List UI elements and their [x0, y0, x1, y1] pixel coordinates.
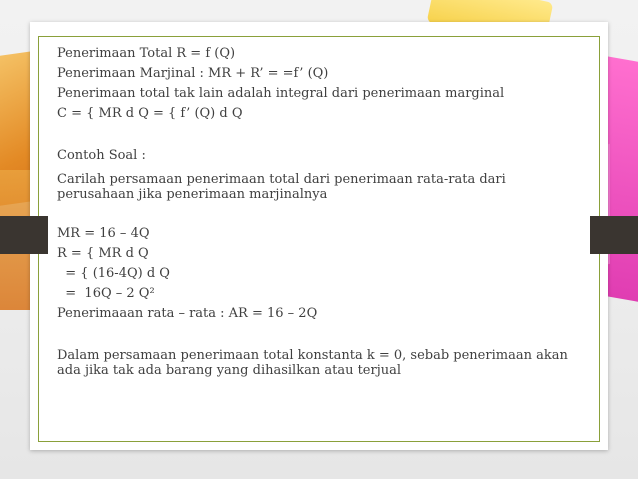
example-heading: Contoh Soal : — [57, 148, 146, 163]
line-r-result: = 16Q – 2 Q² — [57, 286, 155, 301]
line-marginal-revenue: Penerimaan Marjinal : MR + R’ = =f’ (Q) — [57, 66, 329, 81]
slide-text-body — [57, 44, 587, 378]
line-average-revenue: Penerimaaan rata – rata : AR = 16 – 2Q — [57, 306, 318, 321]
line-r-substitution: = { (16-4Q) d Q — [57, 266, 170, 281]
slide-tab-left — [0, 216, 48, 254]
example-question: Carilah persamaan penerimaan total dari penerimaan rata-rata dari perusahaan jika penerimaan marjinalnya — [57, 172, 506, 202]
line-integral-formula: C = { MR d Q = { f’ (Q) d Q — [57, 106, 243, 121]
line-conclusion: Dalam persamaan penerimaan total konstanta k = 0, sebab penerimaan akan ada jika tak ada barang yang dihasilkan atau terjual — [57, 348, 568, 378]
slide-tab-right — [590, 216, 638, 254]
line-integral-statement: Penerimaan total tak lain adalah integral dari penerimaan marginal — [57, 86, 505, 101]
line-total-revenue: Penerimaan Total R = f (Q) — [57, 46, 236, 61]
line-mr-equation: MR = 16 – 4Q — [57, 226, 150, 241]
line-r-integral: R = { MR d Q — [57, 246, 149, 261]
